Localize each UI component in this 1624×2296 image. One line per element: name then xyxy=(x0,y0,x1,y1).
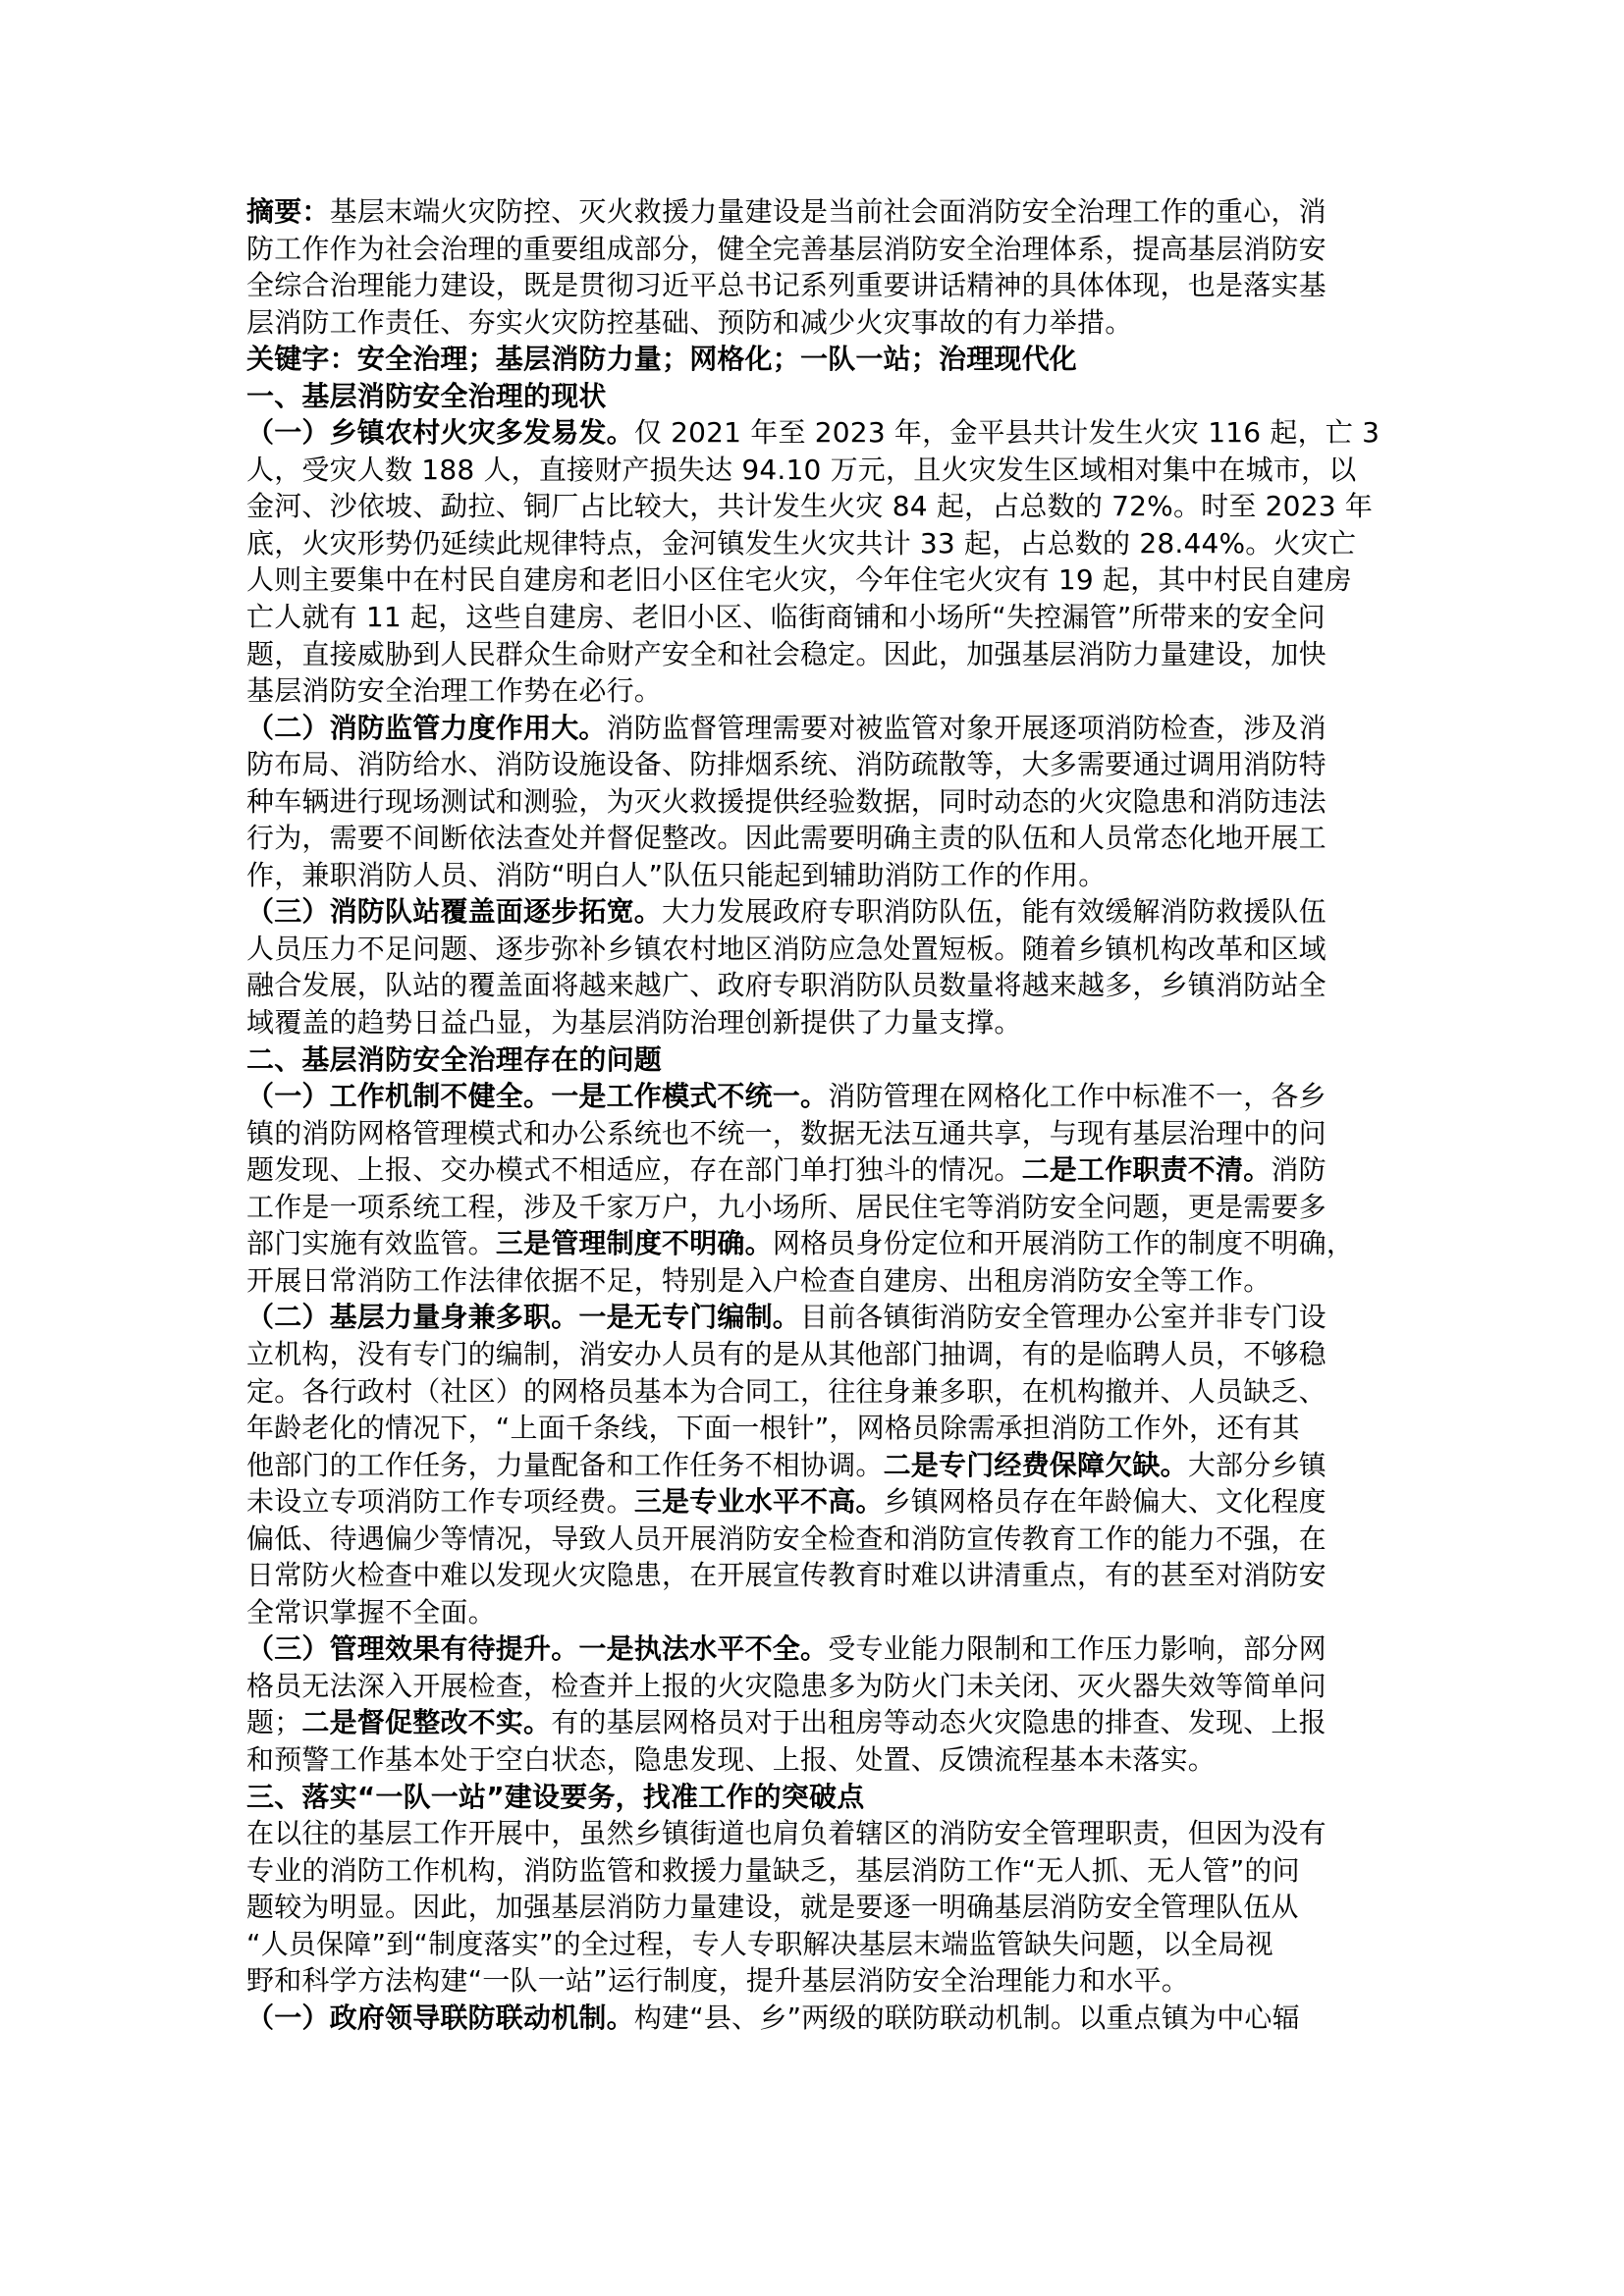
body-line xyxy=(246,820,1366,857)
bold-text: （二）基层力量身兼多职。一是无专门编制。 xyxy=(246,1301,801,1334)
body-line xyxy=(246,1741,1366,1779)
bold-text: 三、落实“一队一站”建设要务，找准工作的突破点 xyxy=(246,1780,865,1813)
body-line xyxy=(246,1447,1366,1484)
text: 未设立专项消防工作专项经费。 xyxy=(246,1485,634,1519)
body-line xyxy=(246,1299,1366,1336)
bold-text: 三是管理制度不明确。 xyxy=(495,1227,773,1260)
bold-text: （三）管理效果有待提升。一是执法水平不全。 xyxy=(246,1632,829,1666)
text: 亡人就有 11 起，这些自建房、老旧小区、临街商铺和小场所“失控漏管”所带来的安全问 xyxy=(246,601,1326,634)
text: 在以往的基层工作开展中，虽然乡镇街道也肩负着辖区的消防安全管理职责，但因为没有 xyxy=(246,1817,1326,1850)
text: 金河、沙依坡、勐拉、铜厂占比较大，共计发生火灾 84 起，占总数的 72%。时至 2023 年 xyxy=(246,490,1374,523)
text: 格员无法深入开展检查，检查并上报的火灾隐患多为防火门未关闭、灭火器失效等简单问 xyxy=(246,1669,1326,1702)
text: 基层末端火灾防控、灭火救援力量建设是当前社会面消防安全治理工作的重心，消 xyxy=(329,195,1326,228)
text: 题； xyxy=(246,1706,302,1739)
text: “人员保障”到“制度落实”的全过程，专人专职解决基层末端监管缺失问题，以全局视 xyxy=(246,1927,1273,1960)
body-line xyxy=(246,1668,1366,1705)
text: 种车辆进行现场测试和测验，为灭火救援提供经验数据，同时动态的火灾隐患和消防违法 xyxy=(246,784,1326,818)
body-line xyxy=(246,672,1366,710)
abstract-line xyxy=(246,231,1366,268)
text: 基层消防安全治理工作势在必行。 xyxy=(246,674,663,708)
body-line xyxy=(246,746,1366,783)
text: 构建“县、乡”两级的联防联动机制。以重点镇为中心辐 xyxy=(633,2001,1300,2034)
body-line xyxy=(246,931,1366,968)
text: 受专业能力限制和工作压力影响，部分网 xyxy=(828,1632,1326,1666)
section-heading xyxy=(246,1041,1366,1079)
text: 人员压力不足问题、逐步弥补乡镇农村地区消防应急处置短板。随着乡镇机构改革和区域 xyxy=(246,932,1326,965)
text: 乡镇网格员存在年龄偏大、文化程度 xyxy=(883,1485,1326,1519)
bold-text: （一）政府领导联防联动机制。 xyxy=(246,2001,634,2034)
section-heading xyxy=(246,378,1366,415)
text: 融合发展，队站的覆盖面将越来越广、政府专职消防队员数量将越来越多，乡镇消防站全 xyxy=(246,969,1326,1002)
body-line xyxy=(246,1004,1366,1041)
bold-text: 二是工作职责不清。 xyxy=(1021,1153,1272,1187)
text: 消防监督管理需要对被监管对象开展逐项消防检查，涉及消 xyxy=(606,711,1326,744)
bold-text: 关键字：安全治理；基层消防力量；网格化；一队一站；治理现代化 xyxy=(246,343,1078,376)
body-line xyxy=(246,452,1366,489)
text: 大力发展政府专职消防队伍，能有效缓解消防救援队伍 xyxy=(662,895,1326,929)
text: 题，直接威胁到人民群众生命财产安全和社会稳定。因此，加强基层消防力量建设，加快 xyxy=(246,637,1326,670)
abstract-line xyxy=(246,304,1366,342)
text: 开展日常消防工作法律依据不足，特别是入户检查自建房、出租房消防安全等工作。 xyxy=(246,1263,1272,1297)
text: 层消防工作责任、夯实火灾防控基础、预防和减少火灾事故的有力举措。 xyxy=(246,305,1133,339)
text: 消防 xyxy=(1271,1153,1326,1187)
document-page xyxy=(246,193,1380,2036)
text: 大部分乡镇 xyxy=(1187,1448,1326,1481)
text: 防布局、消防给水、消防设施设备、防排烟系统、消防疏散等，大多需要通过调用消防特 xyxy=(246,748,1326,781)
body-line xyxy=(246,1410,1366,1447)
body-line xyxy=(246,1557,1366,1594)
bold-text: （三）消防队站覆盖面逐步拓宽。 xyxy=(246,895,663,929)
text: 有的基层网格员对于出租房等动态火灾隐患的排查、发现、上报 xyxy=(551,1706,1326,1739)
bold-text: （二）消防监管力度作用大。 xyxy=(246,711,607,744)
text: 野和科学方法构建“一队一站”运行制度，提升基层消防安全治理能力和水平。 xyxy=(246,1964,1190,1998)
body-line xyxy=(246,1115,1366,1152)
body-line xyxy=(246,710,1366,747)
text: 他部门的工作任务，力量配备和工作任务不相协调。 xyxy=(246,1448,884,1481)
body-line xyxy=(246,1151,1366,1189)
body-line xyxy=(246,1630,1366,1668)
bold-text: 二、基层消防安全治理存在的问题 xyxy=(246,1042,663,1076)
text: 防工作作为社会治理的重要组成部分，健全完善基层消防安全治理体系，提高基层消防安 xyxy=(246,232,1326,265)
text: 作，兼职消防人员、消防“明白人”队伍只能起到辅助消防工作的作用。 xyxy=(246,858,1107,891)
text: 网格员身份定位和开展消防工作的制度不明确， xyxy=(772,1227,1355,1260)
body-line xyxy=(246,1926,1366,1963)
body-line xyxy=(246,1373,1366,1411)
body-line xyxy=(246,488,1374,525)
abstract-line xyxy=(246,193,1366,231)
section-heading xyxy=(246,1779,1366,1816)
bold-text: 摘要： xyxy=(246,195,330,228)
text: 工作是一项系统工程，涉及千家万户，九小场所、居民住宅等消防安全问题，更是需要多 xyxy=(246,1190,1326,1223)
keywords-line xyxy=(246,341,1366,378)
text: 域覆盖的趋势日益凸显，为基层消防治理创新提供了力量支撑。 xyxy=(246,1006,1022,1040)
text: 仅 2021 年至 2023 年，金平县共计发生火灾 116 起，亡 3 xyxy=(633,416,1380,450)
text: 立机构，没有专门的编制，消安办人员有的是从其他部门抽调，有的是临聘人员，不够稳 xyxy=(246,1337,1326,1370)
text: 定。各行政村（社区）的网格员基本为合同工，往往身兼多职，在机构撤并、人员缺乏、 xyxy=(246,1374,1326,1408)
bold-text: （一）乡镇农村火灾多发易发。 xyxy=(246,416,634,450)
bold-text: （一）工作机制不健全。一是工作模式不统一。 xyxy=(246,1080,829,1113)
text: 部门实施有效监管。 xyxy=(246,1227,496,1260)
body-line xyxy=(246,1852,1366,1890)
text: 行为，需要不间断依法查处并督促整改。因此需要明确主责的队伍和人员常态化地开展工 xyxy=(246,822,1326,855)
body-line xyxy=(246,1889,1366,1926)
body-line xyxy=(246,1815,1366,1852)
text: 人则主要集中在村民自建房和老旧小区住宅火灾，今年住宅火灾有 19 起，其中村民自建房 xyxy=(246,563,1352,597)
bold-text: 三是专业水平不高。 xyxy=(633,1485,884,1519)
abstract-line xyxy=(246,267,1366,304)
text: 底，火灾形势仍延续此规律特点，金河镇发生火灾共计 33 起，占总数的 28.44%。火灾亡 xyxy=(246,526,1357,560)
body-line xyxy=(246,967,1366,1004)
body-line xyxy=(246,893,1366,931)
body-line xyxy=(246,525,1366,562)
body-line xyxy=(246,1962,1366,2000)
body-line xyxy=(246,599,1366,636)
body-line xyxy=(246,1336,1366,1373)
body-line xyxy=(246,636,1366,673)
body-line xyxy=(246,561,1366,599)
body-line xyxy=(246,1078,1366,1115)
body-line xyxy=(246,783,1366,821)
text: 年龄老化的情况下，“上面千条线，下面一根针”，网格员除需承担消防工作外，还有其 xyxy=(246,1412,1300,1445)
text: 和预警工作基本处于空白状态，隐患发现、上报、处置、反馈流程基本未落实。 xyxy=(246,1742,1217,1776)
body-line xyxy=(246,2000,1366,2037)
body-line xyxy=(246,1483,1366,1521)
body-line xyxy=(246,1521,1366,1558)
text: 全综合治理能力建设，既是贯彻习近平总书记系列重要讲话精神的具体体现，也是落实基 xyxy=(246,269,1326,302)
body-line xyxy=(246,1225,1366,1262)
text: 偏低、待遇偏少等情况，导致人员开展消防安全检查和消防宣传教育工作的能力不强，在 xyxy=(246,1522,1326,1555)
text: 人，受灾人数 188 人，直接财产损失达 94.10 万元，且火灾发生区域相对集中在城市，以 xyxy=(246,453,1357,486)
text: 全常识掌握不全面。 xyxy=(246,1595,496,1629)
bold-text: 二是专门经费保障欠缺。 xyxy=(883,1448,1188,1481)
body-line xyxy=(246,1262,1366,1300)
body-line xyxy=(246,857,1366,894)
text: 消防管理在网格化工作中标准不一，各乡 xyxy=(828,1080,1326,1113)
bold-text: 二是督促整改不实。 xyxy=(301,1706,552,1739)
body-line xyxy=(246,1594,1366,1631)
body-line xyxy=(246,1189,1366,1226)
text: 镇的消防网格管理模式和办公系统也不统一，数据无法互通共享，与现有基层治理中的问 xyxy=(246,1116,1326,1149)
text: 专业的消防工作机构，消防监管和救援力量缺乏，基层消防工作“无人抓、无人管”的问 xyxy=(246,1853,1300,1887)
text: 目前各镇街消防安全管理办公室并非专门设 xyxy=(800,1301,1326,1334)
bold-text: 一、基层消防安全治理的现状 xyxy=(246,379,607,412)
body-line xyxy=(246,414,1380,452)
text: 日常防火检查中难以发现火灾隐患，在开展宣传教育时难以讲清重点，有的甚至对消防安 xyxy=(246,1559,1326,1592)
text: 题较为明显。因此，加强基层消防力量建设，就是要逐一明确基层消防安全管理队伍从 xyxy=(246,1891,1299,1924)
body-line xyxy=(246,1704,1366,1741)
text: 题发现、上报、交办模式不相适应，存在部门单打独斗的情况。 xyxy=(246,1153,1022,1187)
